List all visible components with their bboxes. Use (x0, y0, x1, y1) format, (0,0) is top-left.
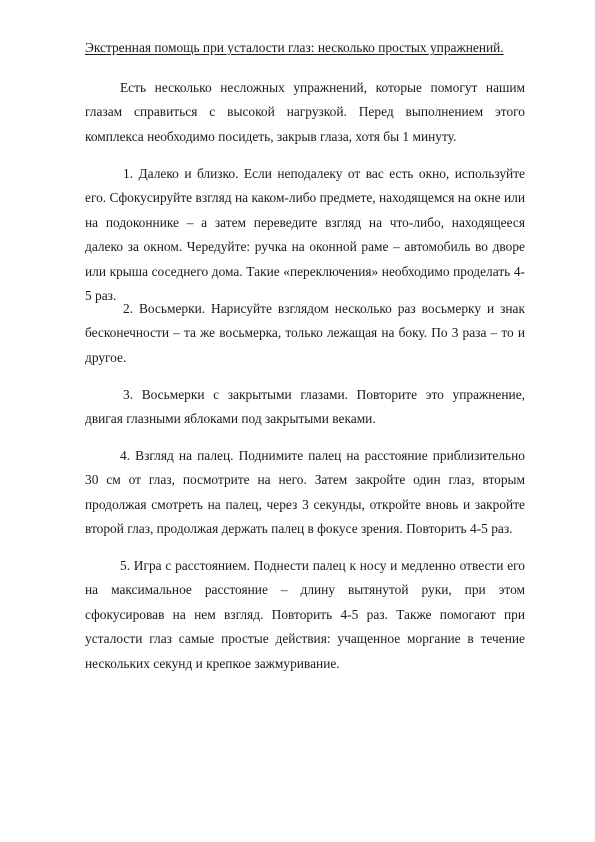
exercise-paragraph-5: 5. Игра с расстоянием. Поднести палец к носу и медленно отвести его на максимальное расстояние – длину вытянутой руки, при этом сфокусировав на нем взгляд. Повторить 4-5 раз. Также помогают при усталости глаз самые простые действия: учащенное моргание в течение нескольких секунд и крепкое зажмуривание. (85, 558, 525, 671)
exercise-paragraph-3: 3. Восьмерки с закрытыми глазами. Повторите это упражнение, двигая глазными яблоками под закрытыми веками. (85, 387, 525, 427)
exercise-paragraph-1: 1. Далеко и близко. Если неподалеку от вас есть окно, используйте его. Сфокусируйте взгляд на каком-либо предмете, находящемся на окне или на подоконнике – а затем переведите взгляд на что-либо, находящееся далеко за окном. Чередуйте: ручка на оконной раме – автомобиль во дворе или крыша соседнего дома. Такие «переключения» необходимо проделать 4-5 раз. (85, 166, 525, 304)
intro-paragraph: Есть несколько несложных упражнений, которые помогут нашим глазам справиться с высокой нагрузкой. Перед выполнением этого комплекса необходимо посидеть, закрыв глаза, хотя бы 1 минуту. (85, 80, 525, 144)
document-title: Экстренная помощь при усталости глаз: несколько простых упражнений. (85, 40, 504, 55)
exercise-paragraph-2: 2. Восьмерки. Нарисуйте взглядом несколько раз восьмерку и знак бесконечности – та же восьмерка, только лежащая на боку. По 3 раза – то и другое. (85, 301, 525, 365)
exercise-paragraph-4: 4. Взгляд на палец. Поднимите палец на расстояние приблизительно 30 см от глаз, посмотрите на него. Затем закройте один глаз, вторым продолжая смотреть на палец, через 3 секунды, откройте вновь и закройте второй глаз, продолжая держать палец в фокусе зрения. Повторить 4-5 раз. (85, 448, 525, 537)
